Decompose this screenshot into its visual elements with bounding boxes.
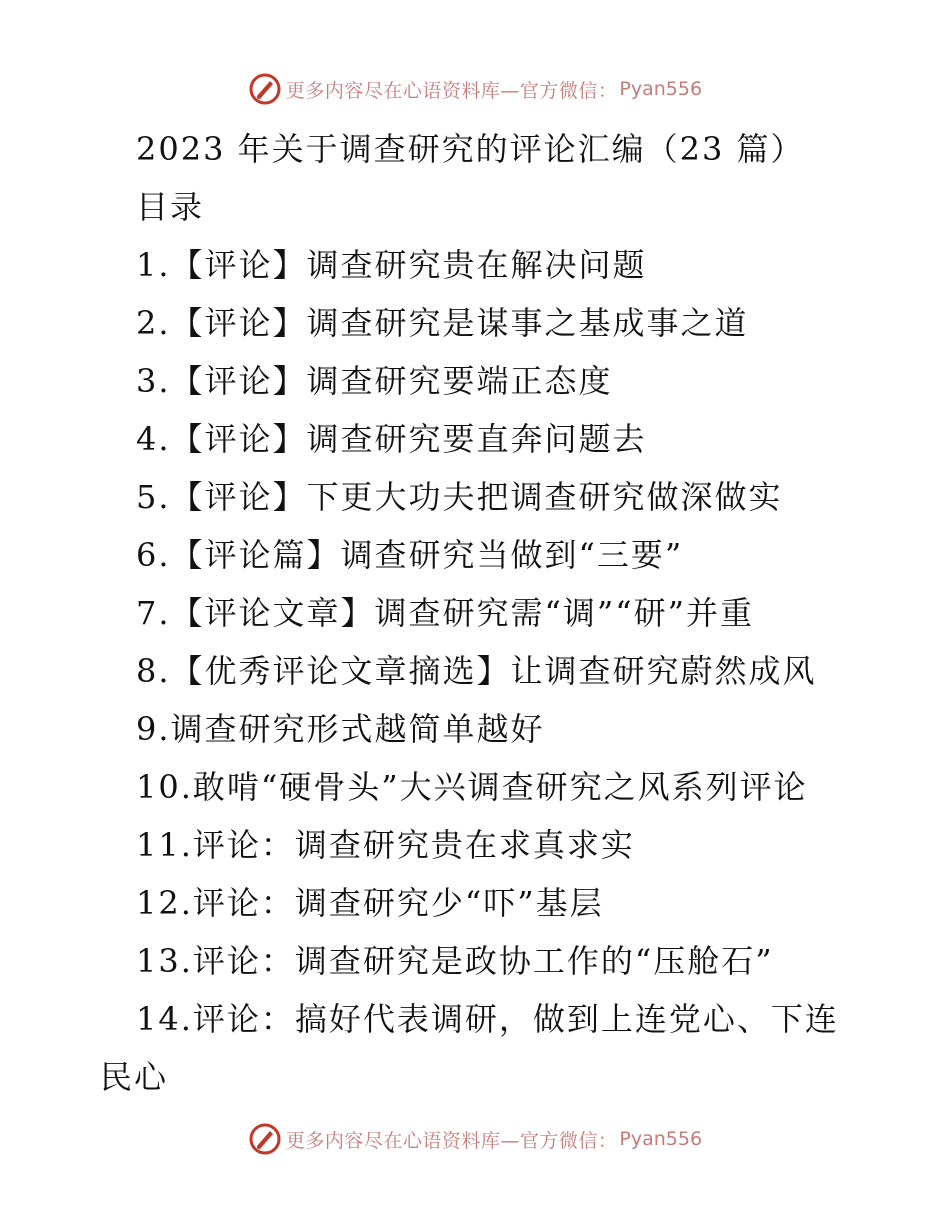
- pen-logo-icon: [248, 1122, 282, 1156]
- toc-item-7: 7.【评论文章】调查研究需“调”“研”并重: [136, 594, 754, 632]
- toc-item-3: 3.【评论】调查研究要端正态度: [136, 362, 613, 400]
- footer-watermark: [0, 1122, 950, 1156]
- toc-item-4: 4.【评论】调查研究要直奔问题去: [136, 420, 647, 458]
- toc-item-12: 12.评论：调查研究少“吓”基层: [136, 884, 604, 922]
- toc-item-13: 13.评论：调查研究是政协工作的“压舱石”: [136, 942, 774, 980]
- toc-item-11: 11.评论：调查研究贵在求真求实: [136, 826, 635, 864]
- toc-item-10: 10.敢啃“硬骨头”大兴调查研究之风系列评论: [136, 768, 808, 806]
- pen-logo-icon: [248, 72, 282, 106]
- watermark-text: 更多内容尽在心语资料库—官方微信：: [285, 79, 618, 102]
- toc-item-2: 2.【评论】调查研究是谋事之基成事之道: [136, 304, 749, 342]
- toc-heading: 目录: [136, 188, 205, 226]
- watermark-text: 更多内容尽在心语资料库—官方微信：: [285, 1129, 618, 1152]
- document-title: 2023 年关于调查研究的评论汇编（23 篇）: [136, 130, 805, 168]
- watermark-id: Pyan556: [619, 1128, 703, 1150]
- toc-item-9: 9.调查研究形式越简单越好: [136, 710, 545, 748]
- toc-item-14: 14.评论：搞好代表调研，做到上连党心、下连民心: [100, 1000, 839, 1096]
- toc-item-1: 1.【评论】调查研究贵在解决问题: [136, 246, 647, 284]
- header-watermark: [0, 72, 950, 106]
- watermark-id: Pyan556: [619, 78, 703, 100]
- toc-item-5: 5.【评论】下更大功夫把调查研究做深做实: [136, 478, 783, 516]
- toc-item-8: 8.【优秀评论文章摘选】让调查研究蔚然成风: [136, 652, 817, 690]
- toc-item-6: 6.【评论篇】调查研究当做到“三要”: [136, 536, 684, 574]
- document-body: [100, 120, 840, 1106]
